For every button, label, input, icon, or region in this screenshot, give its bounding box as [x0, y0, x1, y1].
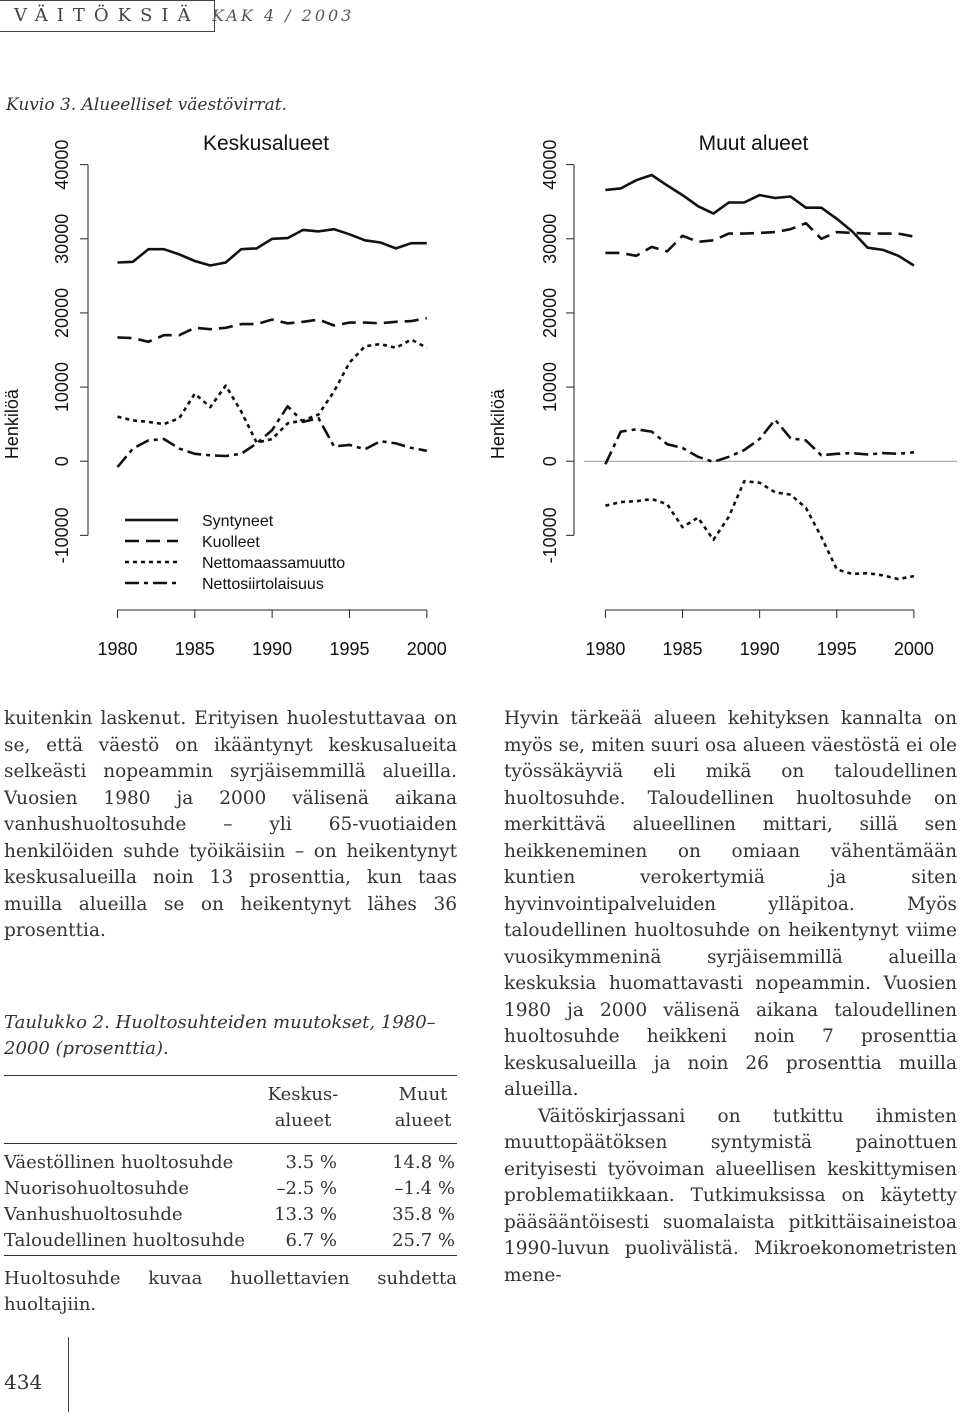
series-line-nettosiirtolaisuus: [605, 420, 914, 465]
x-tick-label: 1985: [662, 639, 703, 659]
legend-label: Kuolleet: [202, 534, 260, 551]
body-paragraph: Väitöskirjassani on tutkittu ihmisten muuttopäätöksen syntymistä painottuen erityisesti työvoiman alueellisen keskittymisen problematiikkaan. Tutkimuksissa on käytetty pääsääntöisesti suomalaista pitkittäisaineistoa 1990-luvun puolivälistä. Mikroekonometristen mene-: [504, 1105, 957, 1286]
section-label: VÄITÖKSIÄ: [0, 0, 215, 32]
y-tick-label: 20000: [52, 287, 72, 338]
series-line-syntyneet: [118, 229, 427, 265]
x-tick-label: 1990: [252, 639, 293, 659]
row-label: Nuorisohuoltosuhde: [4, 1178, 190, 1199]
y-tick-label: 0: [52, 456, 72, 467]
table-header-other: [378, 1082, 468, 1134]
table-header-central: [258, 1082, 348, 1134]
series-line-kuolleet: [118, 318, 427, 342]
row-label: Väestöllinen huoltosuhde: [4, 1152, 234, 1173]
y-tick-label: 0: [540, 456, 560, 467]
row-value-central: 6.7 %: [285, 1230, 337, 1251]
x-tick-label: 1985: [174, 639, 215, 659]
x-tick-label: 2000: [406, 639, 447, 659]
body-paragraph: Hyvin tärkeää alueen kehityksen kannalta on myös se, miten suuri osa alueen väestöstä ei ole työssäkäyviä eli mikä on taloudellinen huoltosuhde. Taloudellinen huoltosuhde on merkittävä alueellinen mittari, sillä sen heikkeneminen on omiaan vähentämään kuntien verokertymiä ja siten hyvinvointipalveluiden ylläpitoa. Myös taloudellinen huoltosuhde on heikentynyt viime vuosikymmeninä syrjäisemmillä alueilla keskuksia huomattavasti nopeammin. Vuosien 1980 ja 2000 välisenä aikana taloudellinen huoltosuhde heikkeni noin 7 prosenttia keskusalueilla ja noin 26 prosenttia muilla alueilla.: [504, 708, 957, 1100]
left-column: [4, 706, 457, 945]
x-tick-label: 1980: [97, 639, 138, 659]
row-label: Vanhushuoltosuhde: [4, 1204, 183, 1225]
y-tick-label: 30000: [52, 213, 72, 264]
x-tick-label: 1980: [585, 639, 626, 659]
table-mid-rule: [4, 1143, 457, 1144]
series-line-nettosiirtolaisuus: [118, 406, 427, 467]
right-column: [504, 706, 957, 1289]
row-value-other: –1.4 %: [394, 1178, 455, 1199]
row-label: Taloudellinen huoltosuhde: [4, 1230, 245, 1251]
y-tick-label: 40000: [540, 139, 560, 190]
page-number: 434: [4, 1370, 43, 1394]
series-line-nettomaassamuutto: [118, 340, 427, 443]
table-row: [4, 1202, 457, 1228]
row-value-central: –2.5 %: [276, 1178, 337, 1199]
y-tick-label: 40000: [52, 139, 72, 190]
y-axis-label: Henkilöä: [2, 389, 22, 460]
row-value-central: 13.3 %: [274, 1204, 337, 1225]
table-header-other-line2: alueet: [394, 1110, 452, 1131]
body-paragraph: kuitenkin laskenut. Erityisen huolestuttavaa on se, että väestö on ikääntynyt keskusalueita selkeästi nopeammin syrjäisemmillä alueilla. Vuosien 1980 ja 2000 välisenä aikana vanhushuoltosuhde – yli 65-vuotiaiden henkilöiden suhde työikäisiin – on heikentynyt keskusalueilla noin 13 prosenttia, kun taas muilla alueilla se on heikentynyt lähes 36 prosenttia.: [4, 708, 457, 941]
y-axis-label: Henkilöä: [488, 389, 508, 460]
table-note: Huoltosuhde kuvaa huollettavien suhdetta huoltajiin.: [4, 1268, 457, 1315]
x-tick-label: 1995: [329, 639, 370, 659]
x-tick-label: 1995: [816, 639, 857, 659]
row-value-other: 35.8 %: [392, 1204, 455, 1225]
row-value-other: 14.8 %: [392, 1152, 455, 1173]
row-value-other: 25.7 %: [392, 1230, 455, 1251]
x-tick-label: 1990: [739, 639, 780, 659]
chart-title: Muut alueet: [698, 132, 809, 155]
row-value-central: 3.5 %: [285, 1152, 337, 1173]
table-row: [4, 1150, 457, 1176]
population-flows-chart: [0, 120, 960, 680]
legend-label: Syntyneet: [202, 513, 274, 530]
table-top-rule: [4, 1075, 457, 1076]
series-line-nettomaassamuutto: [605, 481, 914, 579]
table-row: [4, 1176, 457, 1202]
figure-caption: Kuvio 3. Alueelliset väestövirrat.: [6, 95, 287, 115]
y-tick-label: -10000: [540, 507, 560, 564]
running-header: [0, 0, 960, 32]
y-tick-label: 30000: [540, 213, 560, 264]
y-tick-label: 20000: [540, 287, 560, 338]
x-tick-label: 2000: [893, 639, 934, 659]
table-bottom-rule: [4, 1255, 457, 1256]
y-tick-label: 10000: [540, 362, 560, 413]
table-header-other-line1: Muut: [398, 1084, 448, 1105]
table-header-central-line2: alueet: [274, 1110, 332, 1131]
journal-label: KAK 4 / 2003: [212, 6, 355, 25]
page-number-rule: [68, 1337, 69, 1412]
table-row: [4, 1228, 457, 1254]
table-caption: Taulukko 2. Huoltosuhteiden muutokset, 1980–2000 (prosenttia).: [4, 1012, 436, 1059]
chart-title: Keskusalueet: [202, 132, 330, 155]
legend-label: Nettomaassamuutto: [202, 555, 346, 572]
table-header-central-line1: Keskus-: [267, 1084, 339, 1105]
legend-label: Nettosiirtolaisuus: [202, 576, 324, 593]
series-line-kuolleet: [605, 223, 914, 256]
y-tick-label: 10000: [52, 362, 72, 413]
y-tick-label: -10000: [52, 507, 72, 564]
series-line-syntyneet: [605, 175, 914, 266]
